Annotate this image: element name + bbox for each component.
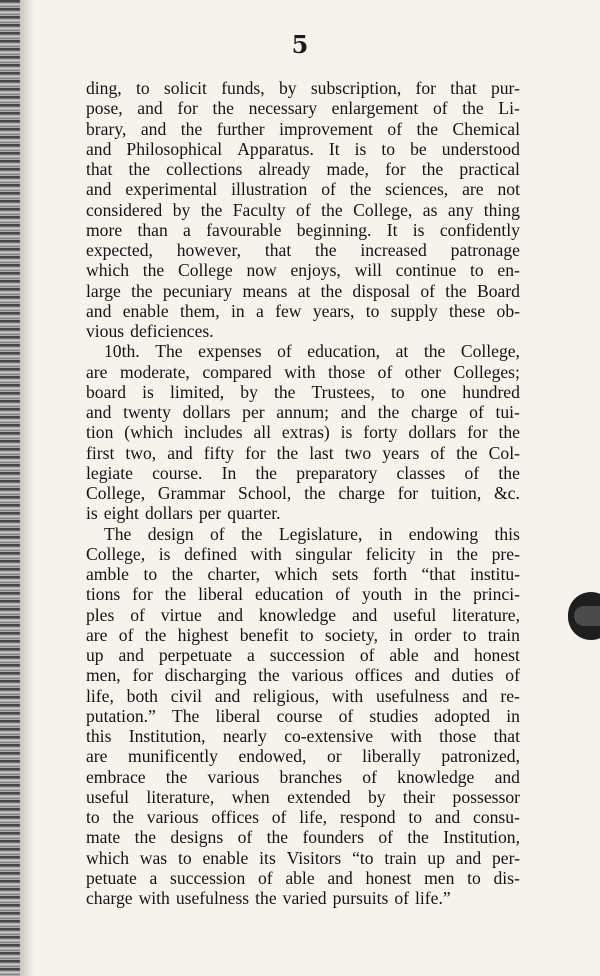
text-line-29: up and perpetuate a succession of able and honest <box>86 645 520 665</box>
text-line-40: petuate a succession of able and honest men to dis- <box>86 867 520 888</box>
text-line-33: this Institution, nearly co-extensive with those that <box>86 726 520 746</box>
text-line-14: 10th. The expenses of education, at the College, <box>104 341 520 362</box>
text-line-37: to the various offices of life, respond to and consu- <box>86 807 520 827</box>
text-line-5: that the collections already made, for the practical <box>86 159 520 179</box>
text-line-21: College, Grammar School, the charge for tuition, &c. <box>86 483 520 503</box>
book-binding-edge <box>0 0 20 976</box>
text-line-4: and Philosophical Apparatus. It is to be understood <box>86 138 520 159</box>
page-number: 5 <box>291 30 309 59</box>
text-line-18: tion (which includes all extras) is forty dollars for the <box>86 422 520 443</box>
gutter-shadow <box>20 0 34 976</box>
text-line-11: large the pecuniary means at the disposal of the Board <box>86 280 520 301</box>
text-line-17: and twenty dollars per annum; and the charge of tui- <box>86 402 520 422</box>
text-line-34: are munificently endowed, or liberally patronized, <box>86 746 520 767</box>
text-line-30: men, for discharging the various offices and duties of <box>86 665 520 686</box>
text-line-35: embrace the various branches of knowledge and <box>86 766 520 787</box>
text-line-26: tions for the liberal education of youth in the princi- <box>86 584 520 605</box>
text-line-13: vious deficiences. <box>86 321 214 341</box>
text-line-6: and experimental illustration of the sciences, are not <box>86 179 520 200</box>
text-line-38: mate the designs of the founders of the Institution, <box>86 827 520 848</box>
text-line-41: charge with usefulness the varied pursuits of life.” <box>86 888 451 908</box>
text-line-1: ding, to solicit funds, by subscription, for that pur- <box>86 78 520 98</box>
text-line-28: are of the highest benefit to society, in order to train <box>86 624 520 645</box>
text-line-32: putation.” The liberal course of studies adopted in <box>86 705 520 726</box>
text-line-7: considered by the Faculty of the College, as any thing <box>86 199 520 220</box>
text-line-15: are moderate, compared with those of other Colleges; <box>86 361 520 382</box>
text-line-20: legiate course. In the preparatory classes of the <box>86 462 520 483</box>
text-line-9: expected, however, that the increased patronage <box>86 240 520 260</box>
text-line-25: amble to the charter, which sets forth “that institu- <box>86 564 520 584</box>
text-line-36: useful literature, when extended by their possessor <box>86 786 520 807</box>
text-line-19: first two, and fifty for the last two years of the Col- <box>86 442 520 463</box>
text-line-12: and enable them, in a few years, to supply these ob- <box>86 300 520 321</box>
text-line-39: which was to enable its Visitors “to train up and per- <box>86 847 520 868</box>
thumb-index-tab <box>568 592 600 640</box>
text-line-3: brary, and the further improvement of the Chemical <box>86 118 520 139</box>
text-line-27: ples of virtue and knowledge and useful literature, <box>86 604 520 625</box>
text-line-22: is eight dollars per quarter. <box>86 503 281 524</box>
text-line-10: which the College now enjoys, will continue to en- <box>86 260 520 281</box>
text-line-8: more than a favourable beginning. It is confidently <box>86 219 520 240</box>
text-line-23: The design of the Legislature, in endowing this <box>104 523 520 544</box>
text-line-24: College, is defined with singular felicity in the pre- <box>86 543 520 564</box>
text-line-31: life, both civil and religious, with usefulness and re- <box>86 685 520 706</box>
text-line-2: pose, and for the necessary enlargement of the Li- <box>86 98 520 119</box>
body-text <box>86 78 520 908</box>
text-line-16: board is limited, by the Trustees, to one hundred <box>86 381 520 402</box>
